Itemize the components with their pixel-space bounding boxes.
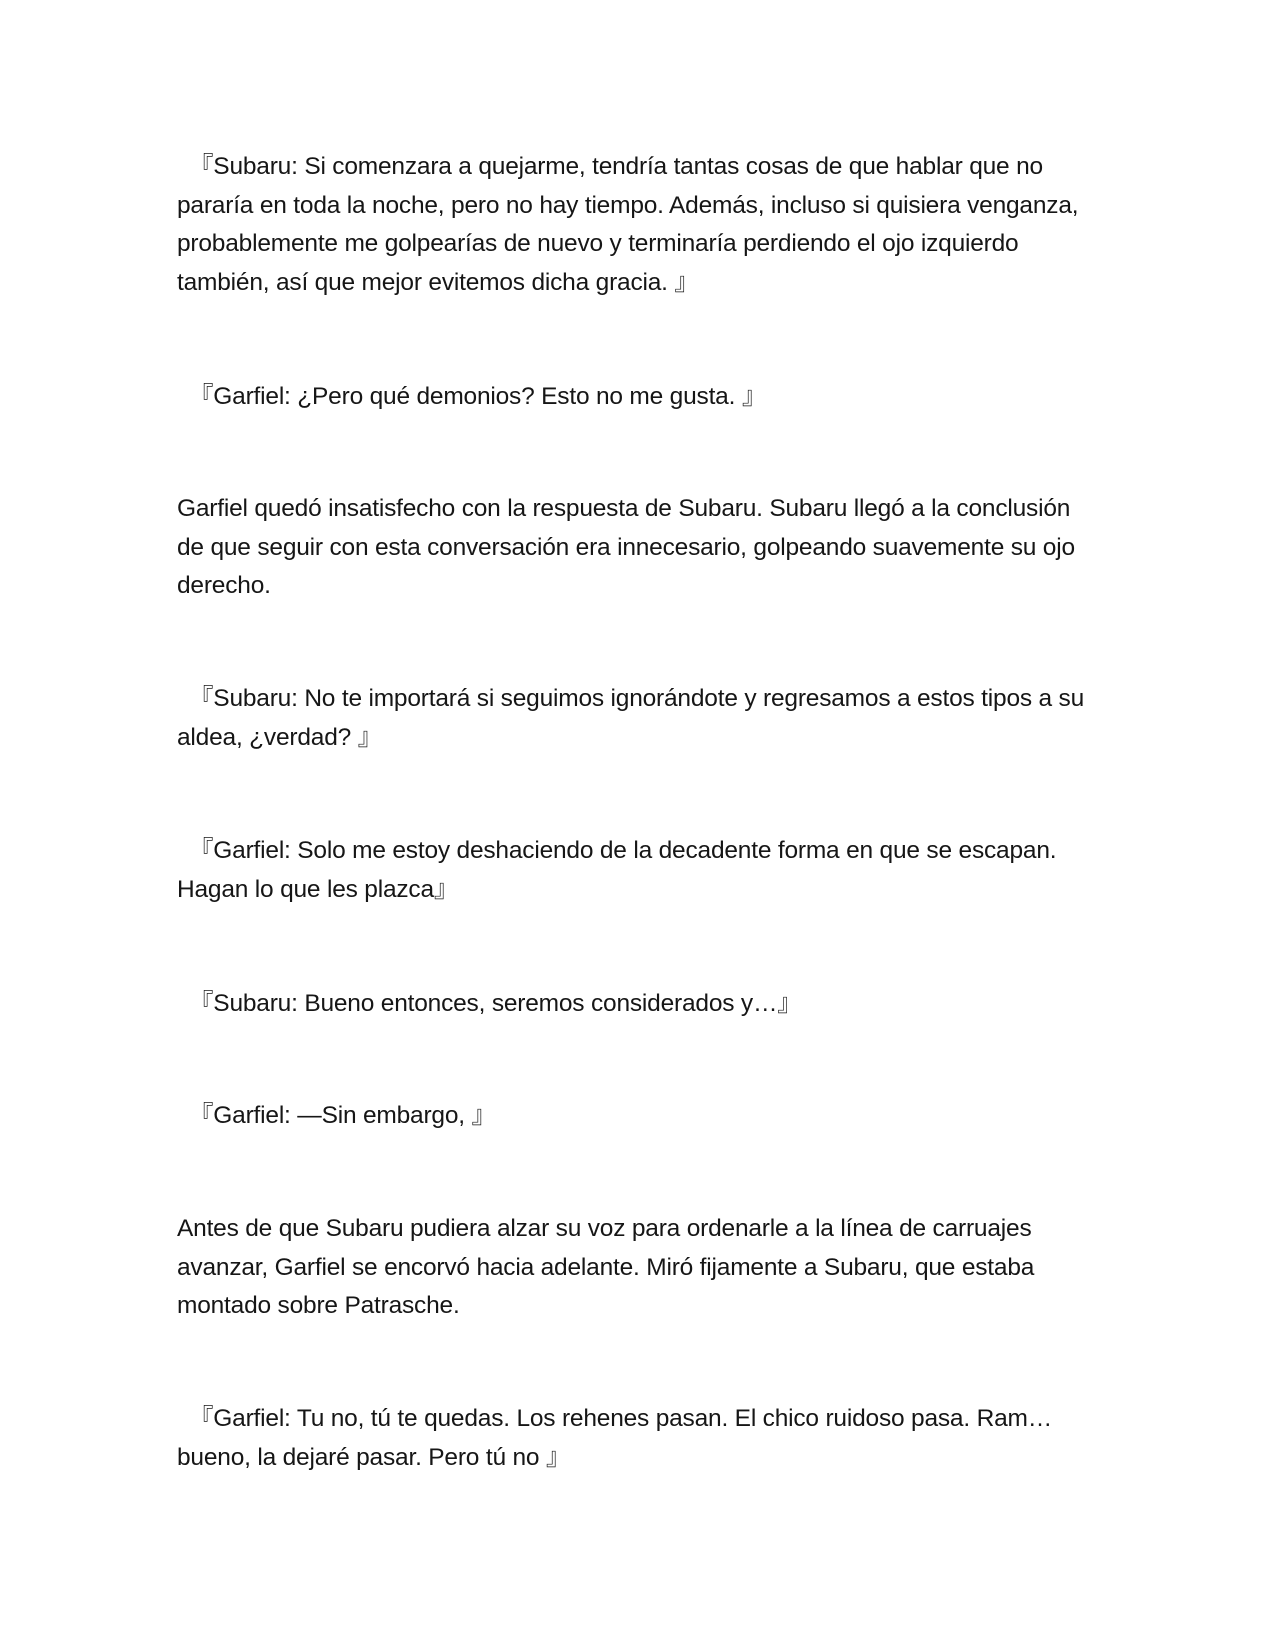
dialogue-paragraph: 『Subaru: Si comenzara a quejarme, tendría tantas cosas de que hablar que no pararía en toda la noche, pero no hay tiempo. Además, incluso si quisiera venganza, probablemente me golpearías de nuevo y terminaría perdiendo el ojo izquierdo también, así que mejor evitemos dicha gracia. 』 [177, 153, 1079, 296]
dialogue-paragraph: 『Garfiel: —Sin embargo, 』 [189, 1102, 496, 1129]
narration-paragraph: Antes de que Subaru pudiera alzar su voz para ordenarle a la línea de carruajes avanzar, Garfiel se encorvó hacia adelante. Miró fijamente a Subaru, que estaba montado sobre Patrasche. [177, 1215, 1035, 1319]
dialogue-paragraph: 『Garfiel: ¿Pero qué demonios? Esto no me gusta. 』 [189, 383, 767, 410]
dialogue-paragraph: 『Garfiel: Tu no, tú te quedas. Los rehenes pasan. El chico ruidoso pasa. Ram… bueno, la dejaré pasar. Pero tú no 』 [177, 1405, 1052, 1471]
dialogue-paragraph: 『Garfiel: Solo me estoy deshaciendo de la decadente forma en que se escapan. Hagan lo que les plazca』 [177, 837, 1057, 903]
dialogue-paragraph: 『Subaru: Bueno entonces, seremos considerados y…』 [189, 990, 802, 1017]
narration-paragraph: Garfiel quedó insatisfecho con la respuesta de Subaru. Subaru llegó a la conclusión de que seguir con esta conversación era innecesario, golpeando suavemente su ojo derecho. [177, 495, 1075, 599]
dialogue-paragraph: 『Subaru: No te importará si seguimos ignorándote y regresamos a estos tipos a su aldea, ¿verdad? 』 [177, 685, 1085, 751]
